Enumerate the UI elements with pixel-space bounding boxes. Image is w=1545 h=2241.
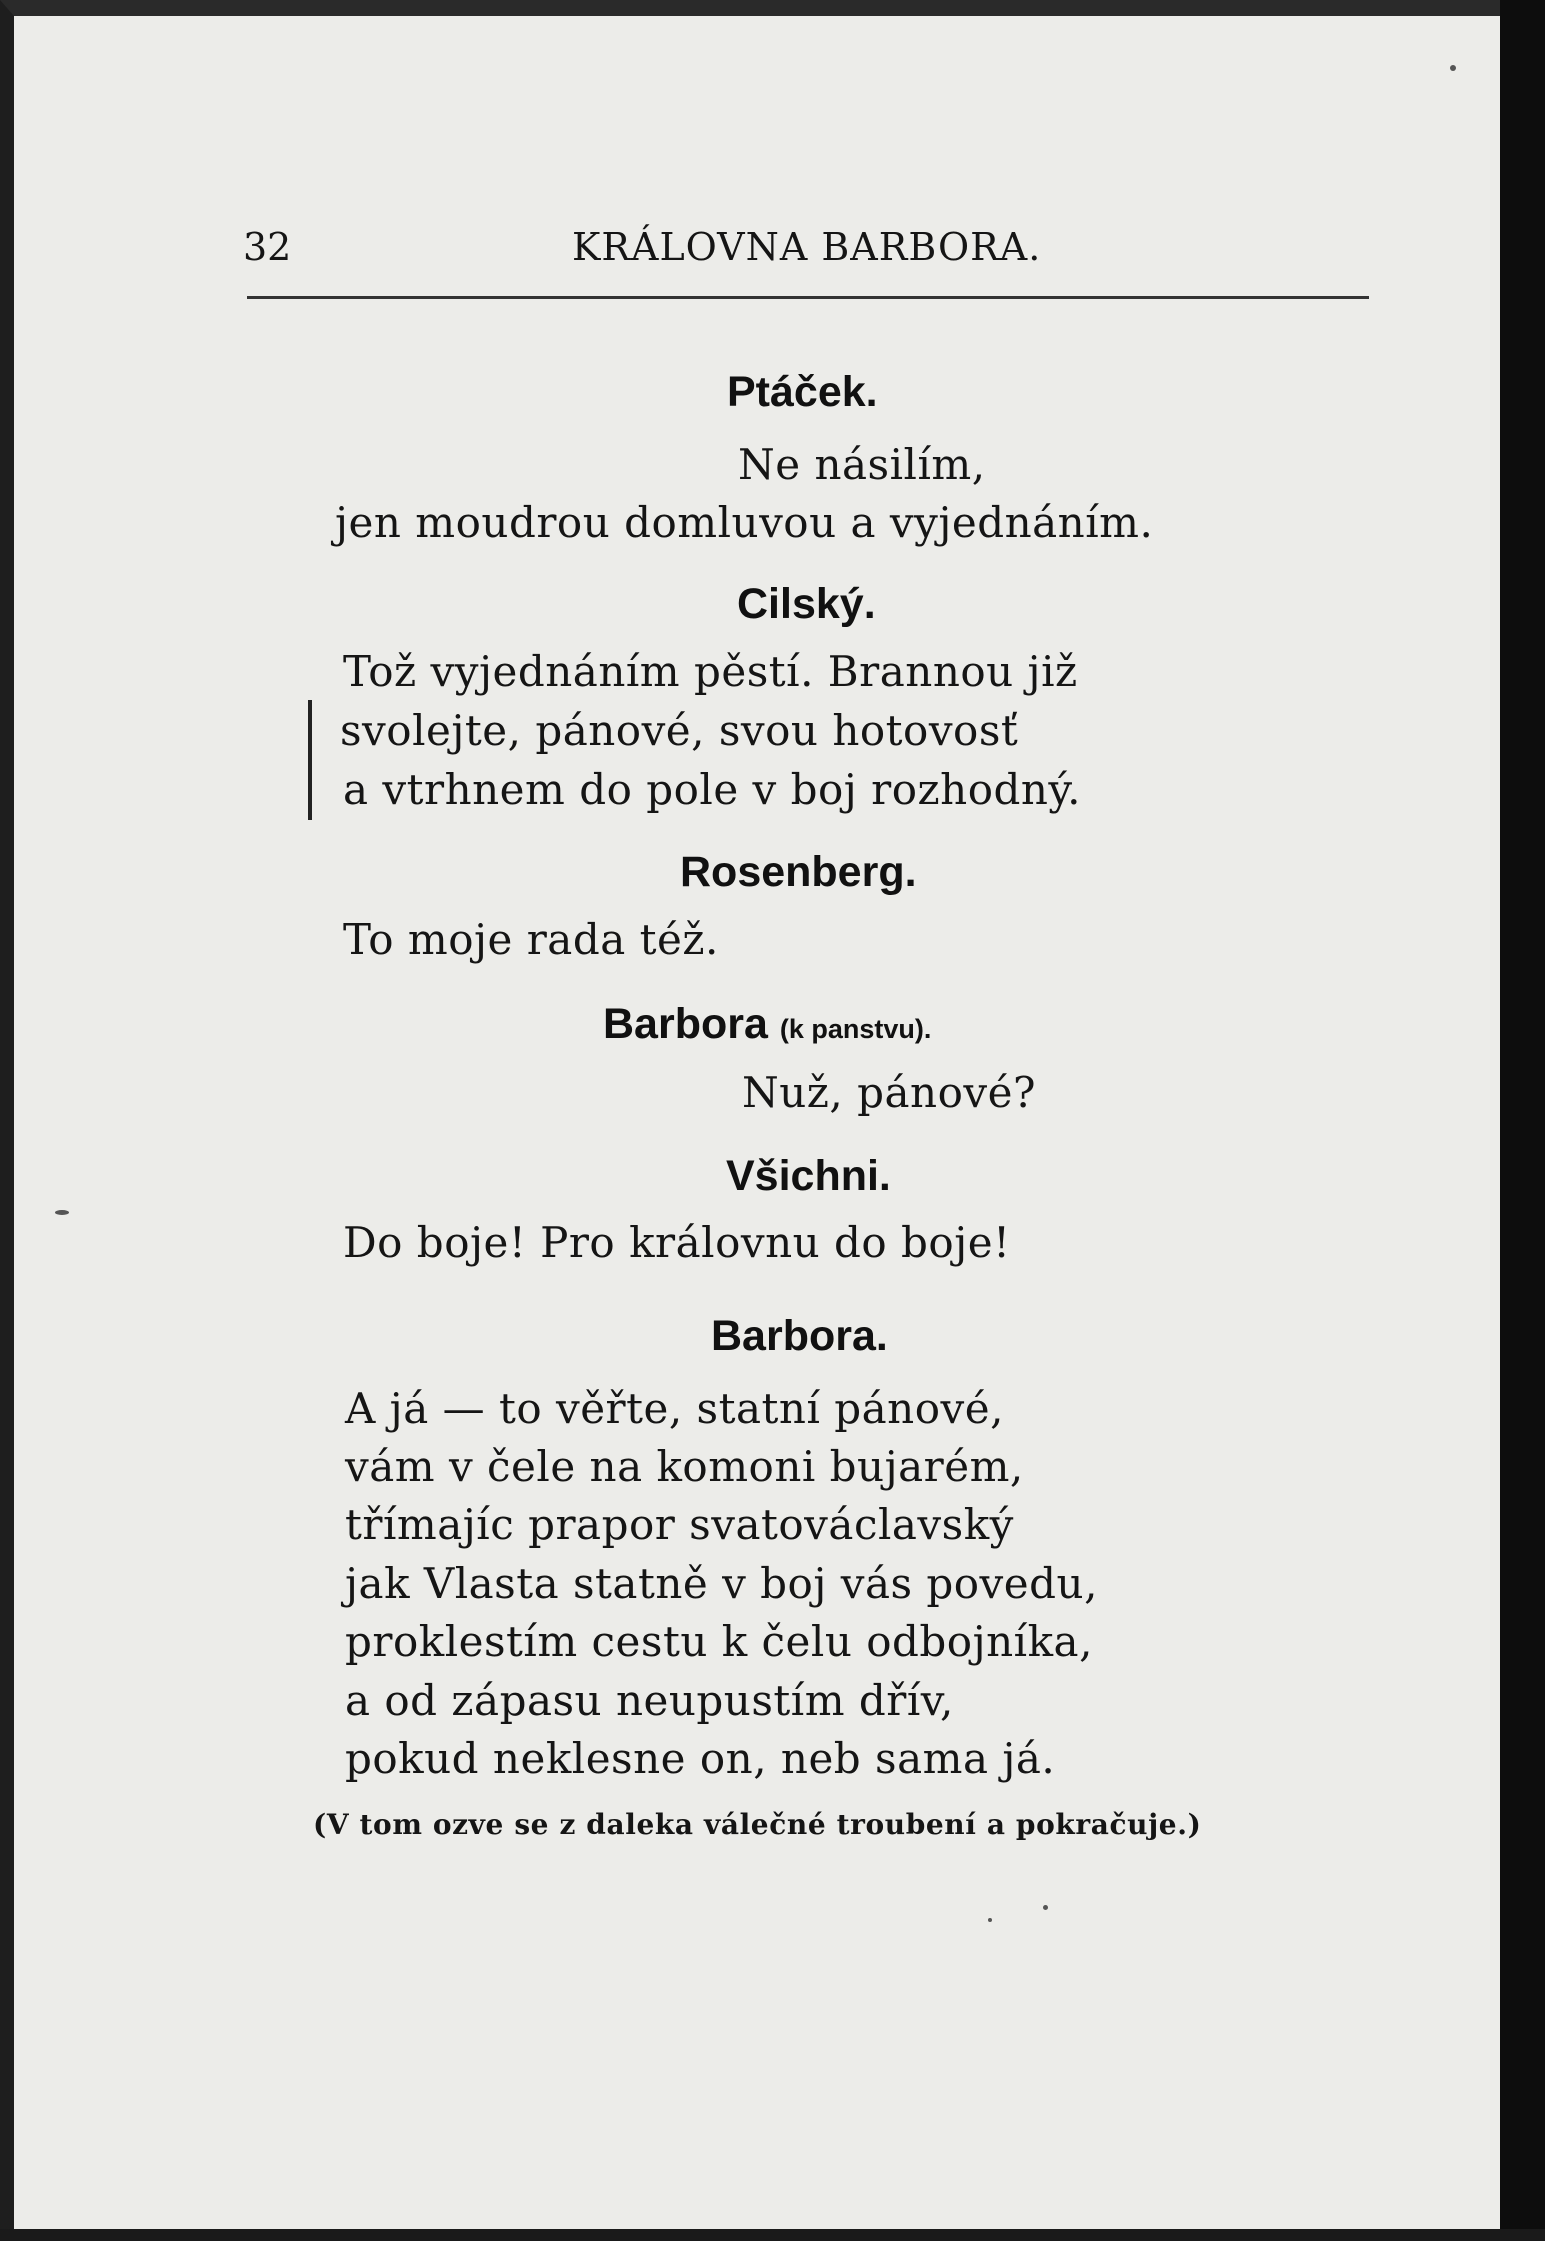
verse-line: a od zápasu neupustím dřív, <box>345 1676 954 1725</box>
verse-line: A já — to věřte, statní pánové, <box>345 1384 1004 1433</box>
verse-line: pokud neklesne on, neb sama já. <box>345 1734 1056 1783</box>
scan-speck <box>1043 1905 1048 1910</box>
scan-speck <box>1450 65 1456 71</box>
verse-line: Ne násilím, <box>738 440 986 489</box>
verse-line: Tož vyjednáním pěstí. Brannou již <box>343 647 1078 696</box>
speaker-direction: (k panstvu). <box>779 1014 932 1044</box>
speaker-ptacek: Ptáček. <box>727 368 878 416</box>
stage-direction: (V tom ozve se z daleka válečné troubení a pokračuje.) <box>313 1808 1202 1841</box>
speaker-vsichni: Všichni. <box>726 1152 891 1200</box>
scan-speck <box>988 1918 992 1922</box>
verse-line: třímajíc prapor svatováclavský <box>345 1500 1014 1549</box>
verse-line: a vtrhnem do pole v boj rozhodný. <box>343 765 1081 814</box>
verse-line: To moje rada též. <box>343 915 719 964</box>
speaker-name: Barbora <box>603 1000 768 1048</box>
scan-speck <box>55 1210 69 1215</box>
verse-line: jak Vlasta statně v boj vás povedu, <box>345 1559 1098 1608</box>
verse-line: Nuž, pánové? <box>742 1068 1036 1117</box>
verse-line: Do boje! Pro královnu do boje! <box>343 1218 1011 1267</box>
running-title: KRÁLOVNA BARBORA. <box>572 225 1042 269</box>
speaker-barbora: Barbora. <box>711 1312 888 1360</box>
page-number: 32 <box>243 225 292 269</box>
speaker-barbora <box>603 1000 931 1049</box>
speaker-cilsky: Cilský. <box>737 580 876 628</box>
verse-line: vám v čele na komoni bujarém, <box>345 1442 1024 1491</box>
verse-line: svolejte, pánové, svou hotovosť <box>340 706 1019 755</box>
verse-line: proklestím cestu k čelu odbojníka, <box>345 1617 1093 1666</box>
scan-edge-bottom <box>0 2229 1545 2241</box>
speaker-rosenberg: Rosenberg. <box>680 848 917 896</box>
header-rule <box>247 296 1369 299</box>
verse-line: jen moudrou domluvou a vyjednáním. <box>335 498 1154 547</box>
margin-mark <box>308 700 312 820</box>
scan-edge-right <box>1500 0 1545 2241</box>
